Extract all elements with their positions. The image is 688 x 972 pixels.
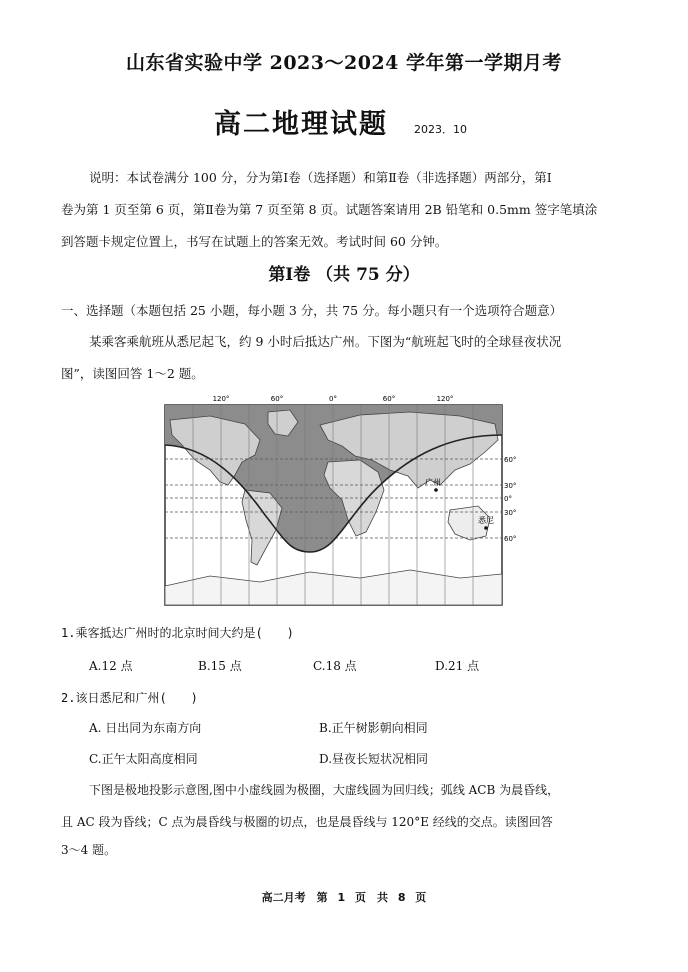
lon-label-120e: 120° <box>436 395 454 403</box>
instructions-line-1: 说明：本试卷满分 100 分，分为第Ⅰ卷（选择题）和第Ⅱ卷（非选择题）两部分，第Ⅰ <box>89 170 552 185</box>
lat-label-0: 0° <box>504 495 512 503</box>
q1-option-d: D.21 点 <box>435 659 480 673</box>
question-2-stem: 2.该日悉尼和广州( ) <box>61 691 198 705</box>
lat-label-60s: 60° <box>504 535 517 543</box>
part-heading: 一、选择题（本题包括 25 小题，每小题 3 分，共 75 分。每小题只有一个选项符合题意） <box>61 303 563 318</box>
lat-label-30s: 30° <box>504 509 517 517</box>
q2-option-a: A. 日出同为东南方向 <box>89 721 202 735</box>
lat-label-60n: 60° <box>504 456 517 464</box>
sydney-dot <box>484 526 488 530</box>
city-guangzhou: 广州 <box>425 478 441 487</box>
title-block <box>214 102 467 141</box>
q1-option-c: C.18 点 <box>313 659 357 673</box>
guangzhou-dot <box>434 488 438 492</box>
page-title: 高二地理试题 <box>214 109 388 140</box>
lon-label-0: 0° <box>329 395 337 403</box>
instructions-line-2: 卷为第 1 页至第 6 页，第Ⅱ卷为第 7 页至第 8 页。试题答案请用 2B 铅笔和 0.5mm 签字笔填涂 <box>61 202 598 217</box>
exam-date: 2023．10 <box>414 123 467 136</box>
city-sydney: 悉尼 <box>478 516 494 525</box>
lon-label-60w: 60° <box>270 395 284 403</box>
passage2-line-3: 3～4 题。 <box>61 843 117 857</box>
passage2-line-1: 下图是极地投影示意图,图中小虚线圆为极圈，大虚线圆为回归线；弧线 ACB 为晨昏线， <box>89 783 560 797</box>
instructions-line-3: 到答题卡规定位置上，书写在试题上的答案无效。考试时间 60 分钟。 <box>61 234 448 249</box>
lat-label-30n: 30° <box>504 482 517 490</box>
lon-label-60e: 60° <box>382 395 396 403</box>
day-night-map <box>150 390 525 610</box>
passage1-line-1: 某乘客乘航班从悉尼起飞，约 9 小时后抵达广州。下图为“航班起飞时的全球昼夜状况 <box>89 334 562 349</box>
school-exam-line: 山东省实验中学 2023～2024 学年第一学期月考 <box>126 52 562 74</box>
q2-option-d: D.昼夜长短状况相同 <box>319 752 429 766</box>
lon-label-120w: 120° <box>212 395 230 403</box>
passage2-line-2: 且 AC 段为昏线；C 点为晨昏线与极圈的切点，也是晨昏线与 120°E 经线的交点。读图回答 <box>61 815 553 829</box>
q2-option-c: C.正午太阳高度相同 <box>89 752 198 766</box>
section-title: 第Ⅰ卷 （共 75 分） <box>268 265 420 285</box>
q1-option-a: A.12 点 <box>89 659 133 673</box>
question-1-stem: 1.乘客抵达广州时的北京时间大约是( ) <box>61 626 294 640</box>
page-footer: 高二月考 第 1 页 共 8 页 <box>261 891 427 904</box>
q1-option-b: B.15 点 <box>198 659 242 673</box>
q2-option-b: B.正午树影朝向相同 <box>319 721 428 735</box>
passage1-line-2: 图”，读图回答 1～2 题。 <box>61 366 204 381</box>
